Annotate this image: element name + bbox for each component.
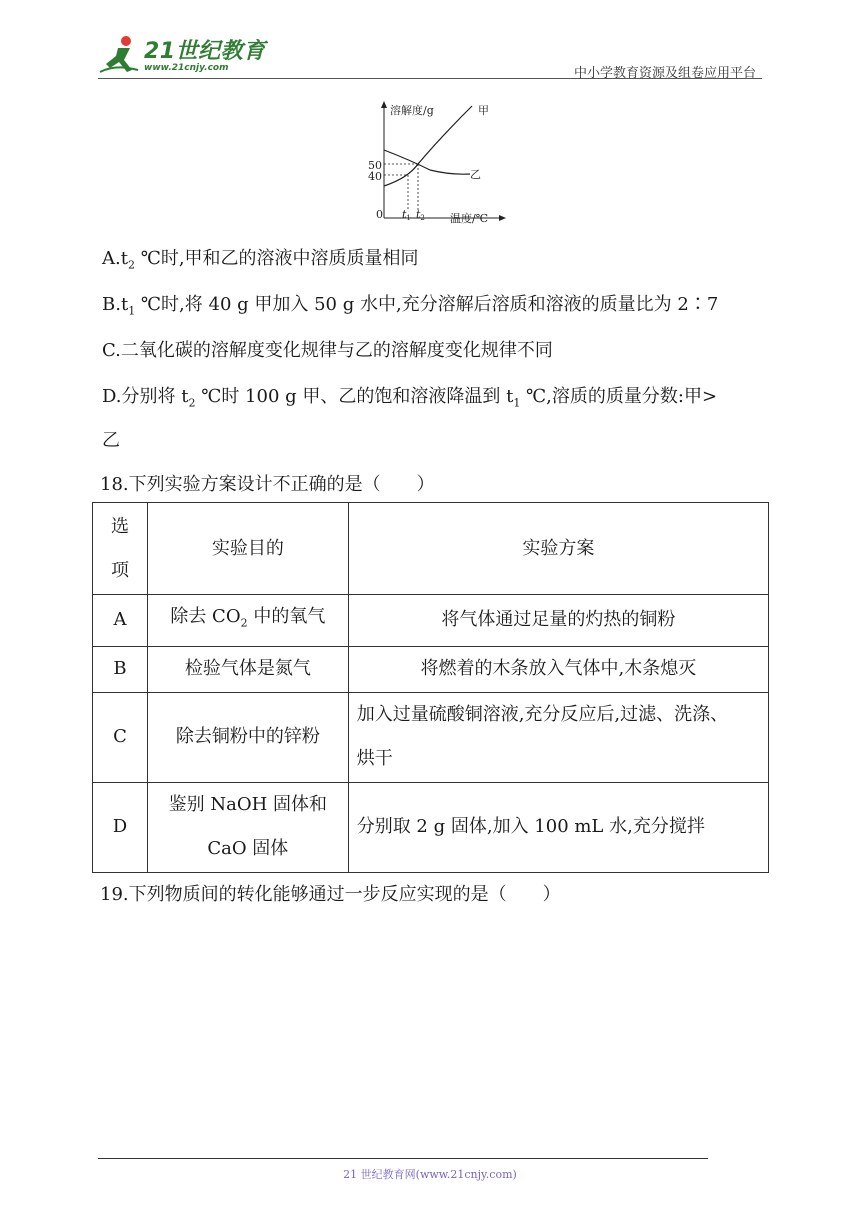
row-plan: 加入过量硫酸铜溶液,充分反应后,过滤、洗涤、 烘干 (348, 692, 768, 782)
logo-title: 21世纪教育 (144, 39, 266, 64)
graph-xtick-t1: t1 (402, 208, 411, 222)
row-option: A (93, 595, 148, 647)
q17-option-c: C.二氧化碳的溶解度变化规律与乙的溶解度变化规律不同 (102, 340, 553, 361)
site-logo[interactable] (96, 34, 266, 78)
row-purpose: 除去 $CO_2$ 中的氧气 (147, 595, 348, 647)
graph-ytick-40: 40 (368, 170, 382, 183)
graph-xtick-t2: t2 (416, 208, 425, 222)
row-plan: 分别取 2 g 固体,加入 100 mL 水,充分搅拌 (348, 782, 768, 872)
q18-stem: 18.下列实验方案设计不正确的是（ ） (100, 474, 435, 495)
row-plan: 将气体通过足量的灼热的铜粉 (348, 595, 768, 647)
row-option: C (93, 692, 148, 782)
table-row (93, 692, 769, 782)
graph-ylabel: 溶解度/g (390, 104, 434, 117)
table-row (93, 646, 769, 692)
graph-origin: 0 (376, 208, 383, 221)
footer-divider (98, 1158, 708, 1159)
header-plan: 实验方案 (348, 503, 768, 595)
graph-ytick-50: 50 (368, 159, 382, 172)
row-option: B (93, 646, 148, 692)
platform-title: 中小学教育资源及组卷应用平台 (573, 66, 756, 81)
q19-stem: 19.下列物质间的转化能够通过一步反应实现的是（ ） (100, 884, 561, 905)
header-option: 选 项 (93, 503, 148, 595)
row-option: D (93, 782, 148, 872)
row-purpose: 除去铜粉中的锌粉 (147, 692, 348, 782)
q17-option-b: $B.t_1$ ℃时,将 40 g 甲加入 50 g 水中,充分溶解后溶质和溶液的质量比为 2∶7 (102, 294, 719, 318)
header-purpose: 实验目的 (147, 503, 348, 595)
graph-curve-label-yi: 乙 (470, 168, 481, 181)
row-purpose: 检验气体是氮气 (147, 646, 348, 692)
solubility-graph (360, 98, 510, 228)
table-row (93, 595, 769, 647)
q17-option-d-line2: 乙 (102, 430, 120, 451)
header-divider (98, 78, 762, 79)
row-plan: 将燃着的木条放入气体中,木条熄灭 (348, 646, 768, 692)
footer-link[interactable]: 21 世纪教育网(www.21cnjy.com) (343, 1168, 517, 1181)
table-row (93, 782, 769, 872)
q17-option-d: D.分别将 $t_2$ ℃时 100 g 甲、乙的饱和溶液降温到 $t_1$ ℃,溶质的质量分数:甲> (102, 386, 718, 410)
q17-option-a: $A.t_2$ ℃时,甲和乙的溶液中溶质质量相同 (102, 248, 419, 272)
logo-url: www.21cnjy.com (144, 63, 229, 73)
table-header-row (93, 503, 769, 595)
page-header (0, 0, 860, 80)
q18-table (92, 502, 769, 873)
row-purpose: 鉴别 NaOH 固体和 CaO 固体 (147, 782, 348, 872)
graph-curve-label-jia: 甲 (478, 104, 489, 117)
runner-logo-icon (96, 34, 142, 76)
graph-xlabel: 温度/℃ (450, 212, 489, 225)
